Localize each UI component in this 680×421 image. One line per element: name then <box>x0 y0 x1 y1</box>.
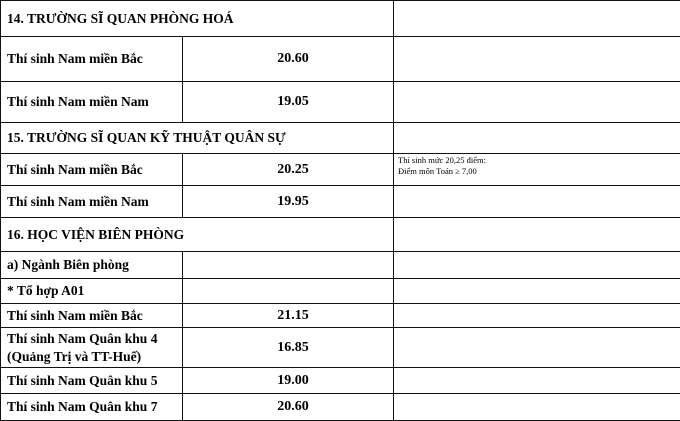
note-cell <box>394 186 680 218</box>
score-cell <box>183 304 394 328</box>
note-cell <box>394 394 680 421</box>
candidate-group-sublabel: (Quảng Trị và TT-Huế) <box>7 348 142 364</box>
note-cell <box>394 252 680 279</box>
score-cell <box>183 154 394 186</box>
candidate-group-cell <box>0 328 183 368</box>
score-cell <box>183 252 394 279</box>
score-cell <box>183 328 394 368</box>
note-cell <box>394 279 680 304</box>
note-cell <box>394 123 680 154</box>
table-row <box>0 154 680 186</box>
note-cell <box>394 154 680 186</box>
note-cell <box>394 82 680 123</box>
note-cell <box>394 37 680 82</box>
candidate-group-label: Thí sinh Nam miền Bắc <box>7 161 143 177</box>
candidate-group-label: Thí sinh Nam miền Bắc <box>7 307 143 323</box>
table-row <box>0 394 680 421</box>
score-value: 16.85 <box>277 339 309 355</box>
table-row <box>0 304 680 328</box>
score-cell <box>183 394 394 421</box>
section-header <box>0 123 394 154</box>
note-cell <box>394 328 680 368</box>
sub-header-cell <box>0 252 183 279</box>
section-title: 14. TRƯỜNG SĨ QUAN PHÒNG HOÁ <box>7 10 234 26</box>
table-row <box>0 252 680 279</box>
table-row <box>0 37 680 82</box>
score-cell <box>183 82 394 123</box>
candidate-group-label: Thí sinh Nam Quân khu 4 <box>7 330 158 346</box>
table-row <box>0 218 680 252</box>
candidate-group-label: Thí sinh Nam miền Nam <box>7 94 149 109</box>
score-value: 20.25 <box>277 161 309 177</box>
table-row <box>0 368 680 394</box>
note-line: Điểm môn Toán ≥ 7,00 <box>398 166 477 176</box>
section-header <box>0 0 394 37</box>
note-cell <box>394 0 680 37</box>
score-cell <box>183 37 394 82</box>
candidate-group-label: Thí sinh Nam miền Nam <box>7 193 149 209</box>
table-row <box>0 186 680 218</box>
candidate-group-cell <box>0 368 183 394</box>
score-value: 19.05 <box>277 94 309 109</box>
candidate-group-cell <box>0 394 183 421</box>
candidate-group-cell <box>0 186 183 218</box>
table-row <box>0 0 680 37</box>
table-row <box>0 82 680 123</box>
score-cell <box>183 368 394 394</box>
table-row <box>0 123 680 154</box>
candidate-group-cell <box>0 82 183 123</box>
candidate-group-cell <box>0 37 183 82</box>
section-title: 16. HỌC VIỆN BIÊN PHÒNG <box>7 226 185 242</box>
sub-header-cell <box>0 279 183 304</box>
score-cell <box>183 186 394 218</box>
table-row <box>0 328 680 368</box>
score-value: 20.60 <box>277 51 309 66</box>
score-value: 20.60 <box>277 399 309 414</box>
sub-header-label: a) Ngành Biên phòng <box>7 257 129 272</box>
section-header <box>0 218 394 252</box>
note-cell <box>394 218 680 252</box>
candidate-group-cell <box>0 154 183 186</box>
note-cell <box>394 304 680 328</box>
table-row <box>0 279 680 304</box>
section-title: 15. TRƯỜNG SĨ QUAN KỸ THUẬT QUÂN SỰ <box>7 130 286 145</box>
note-cell <box>394 368 680 394</box>
score-value: 19.95 <box>277 193 309 209</box>
score-cell <box>183 279 394 304</box>
note-line: Thí sinh mức 20,25 điểm: <box>398 155 486 165</box>
candidate-group-label: Thí sinh Nam miền Bắc <box>7 51 143 66</box>
candidate-group-cell <box>0 304 183 328</box>
score-value: 21.15 <box>277 307 309 323</box>
score-value: 19.00 <box>277 372 309 388</box>
candidate-group-label: Thí sinh Nam Quân khu 7 <box>7 399 158 414</box>
sub-header-label: * Tổ hợp A01 <box>7 283 85 298</box>
candidate-group-label: Thí sinh Nam Quân khu 5 <box>7 372 158 388</box>
